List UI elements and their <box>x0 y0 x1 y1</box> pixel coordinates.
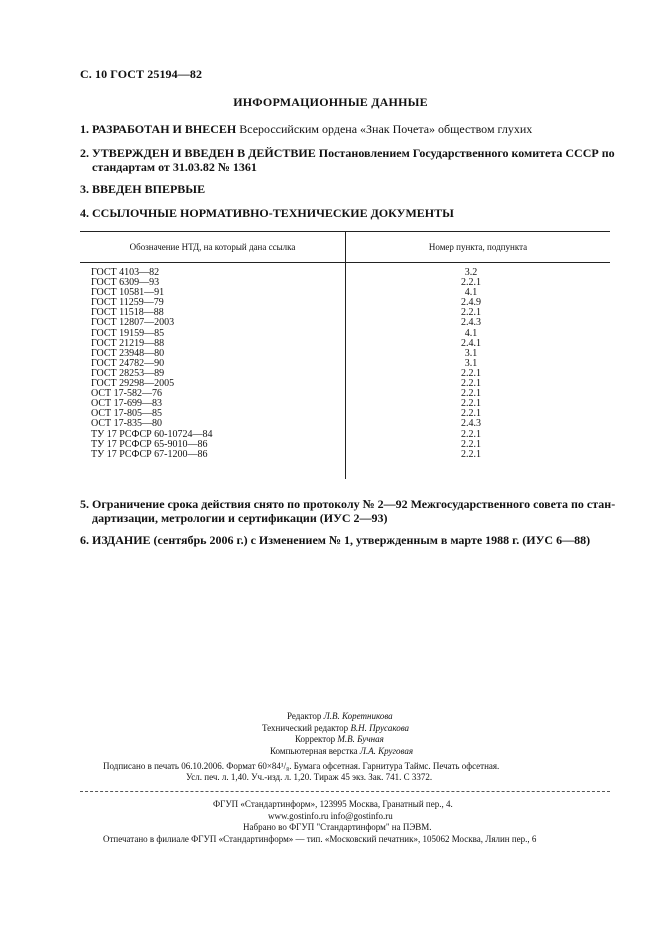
reference-clause: 2.4.3 <box>461 317 481 329</box>
table-row <box>91 359 611 369</box>
table-row <box>91 349 611 359</box>
info-item-2: 2. УТВЕРЖДЕН И ВВЕДЕН В ДЕЙСТВИЕ Постановлением Государственного комитета СССР по стандартам от 31.03.82 № 1361 <box>80 146 615 174</box>
table-row <box>91 450 611 460</box>
reference-document: ТУ 17 РСФСР 65-9010—86 <box>91 438 208 450</box>
reference-clause: 2.2.1 <box>461 307 481 319</box>
reference-clause: 2.2.1 <box>461 448 481 460</box>
info-item-5: 5. Ограничение срока действия снято по протоколу № 2—92 Межгосударственного совета по стан- дартизации, метрологии и сертификации (ИУС 2—93) <box>80 497 616 525</box>
reference-document: ГОСТ 21219—88 <box>91 337 165 349</box>
table-row <box>91 288 611 298</box>
reference-clause: 2.4.3 <box>461 418 481 430</box>
reference-clause: 3.1 <box>464 357 478 369</box>
separator-line <box>80 791 610 792</box>
page-header: С. 10 ГОСТ 25194—82 <box>80 67 203 81</box>
publisher-address: ФГУП «Стандартинформ», 123995 Москва, Гранатный пер., 4. <box>213 799 453 809</box>
reference-clause: 2.2.1 <box>461 438 481 450</box>
print-details <box>0 761 661 783</box>
reference-document: ГОСТ 10581—91 <box>91 287 165 299</box>
reference-clause: 2.2.1 <box>461 398 481 410</box>
reference-document: ОСТ 17-582—76 <box>91 388 162 400</box>
reference-clause: 2.2.1 <box>461 408 481 420</box>
reference-clause: 4.1 <box>464 287 478 299</box>
credit-layout: Компьютерная верстка Л.А. Круговая <box>270 745 414 756</box>
column-header-clause: Номер пункта, подпункта <box>428 242 528 252</box>
reference-document: ГОСТ 23948—80 <box>91 347 165 359</box>
reference-document: ГОСТ 11518—88 <box>91 307 164 319</box>
info-item-4: 4. ССЫЛОЧНЫЕ НОРМАТИВНО-ТЕХНИЧЕСКИЕ ДОКУМЕНТЫ <box>80 206 454 220</box>
table-row <box>91 409 611 419</box>
table-row <box>91 278 611 288</box>
table-row <box>91 268 611 278</box>
reference-document: ГОСТ 19159—85 <box>91 327 165 339</box>
credit-editor: Редактор Л.В. Коретникова <box>287 711 393 721</box>
publisher-typeset: Набрано во ФГУП "Стандартинформ" на ПЭВМ. <box>243 822 432 832</box>
reference-clause: 2.2.1 <box>461 378 481 390</box>
table-row <box>91 399 611 409</box>
table-row <box>91 419 611 429</box>
reference-document: ГОСТ 4103—82 <box>91 267 160 278</box>
credit-tech-editor: Технический редактор В.Н. Прусакова <box>262 722 410 733</box>
column-header-document: Обозначение НТД, на который дана ссылка <box>129 242 296 252</box>
print-details-line-1: Подписано в печать 06.10.2006. Формат 60×84¹/₈. Бумага офсетная. Гарнитура Таймс. Печать офсетная. <box>103 761 500 771</box>
info-item-3: 3. ВВЕДЕН ВПЕРВЫЕ <box>80 182 206 196</box>
table-body <box>91 268 611 460</box>
editorial-credits <box>0 711 661 757</box>
publisher-info <box>0 799 661 845</box>
reference-document: ОСТ 17-699—83 <box>91 398 162 410</box>
table-row <box>91 318 611 328</box>
reference-clause: 4.1 <box>464 327 478 339</box>
table-row <box>91 389 611 399</box>
reference-clause: 2.2.1 <box>461 277 481 289</box>
reference-clause: 2.2.1 <box>461 428 481 440</box>
reference-document: ОСТ 17-805—85 <box>91 408 162 420</box>
reference-document: ГОСТ 6309—93 <box>91 277 160 289</box>
reference-document: ГОСТ 28253—89 <box>91 367 165 379</box>
reference-clause: 3.2 <box>464 267 478 278</box>
reference-clause: 2.2.1 <box>461 388 481 400</box>
reference-document: ГОСТ 29298—2005 <box>91 378 175 390</box>
publisher-printing: Отпечатано в филиале ФГУП «Стандартинформ» — тип. «Московский печатник», 105062 Москва, Лялин пер., 6 <box>103 833 537 844</box>
info-item-6: 6. ИЗДАНИЕ (сентябрь 2006 г.) с Изменением № 1, утвержденным в марте 1988 г. (ИУС 6—88) <box>80 533 591 547</box>
table-row <box>91 329 611 339</box>
credit-corrector: Корректор М.В. Бучная <box>295 734 384 744</box>
reference-document: ТУ 17 РСФСР 60-10724—84 <box>91 428 213 440</box>
table-row <box>91 298 611 308</box>
reference-clause: 2.2.1 <box>461 367 481 379</box>
table-row <box>91 379 611 389</box>
reference-document: ОСТ 17-835—80 <box>91 418 162 430</box>
reference-document: ГОСТ 12807—2003 <box>91 317 175 329</box>
reference-document: ГОСТ 11259—79 <box>91 297 164 309</box>
table-row <box>91 339 611 349</box>
info-item-1: 1. РАЗРАБОТАН И ВНЕСЕН Всероссийским ордена «Знак Почета» обществом глухих <box>80 122 533 136</box>
publisher-web: www.gostinfo.ru info@gostinfo.ru <box>268 810 393 821</box>
reference-document: ТУ 17 РСФСР 67-1200—86 <box>91 448 208 460</box>
reference-clause: 2.4.9 <box>461 297 481 309</box>
reference-clause: 3.1 <box>464 347 478 359</box>
reference-document: ГОСТ 24782—90 <box>91 357 165 369</box>
section-title: ИНФОРМАЦИОННЫЕ ДАННЫЕ <box>233 95 428 109</box>
print-details-line-2: Усл. печ. л. 1,40. Уч.-изд. л. 1,20. Тираж 45 экз. Зак. 741. С 3372. <box>186 772 433 782</box>
reference-clause: 2.4.1 <box>461 337 481 349</box>
